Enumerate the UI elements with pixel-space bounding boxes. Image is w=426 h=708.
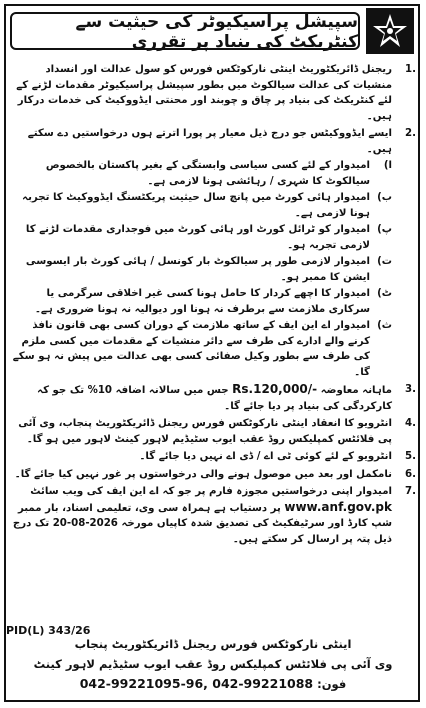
sub-item-text: امیدوار کا اچھے کردار کا حامل ہونا کسی غیر اخلاقی سرگرمی یا سرکاری ملازمت سے برطرف نہ ہونا اور دیوالیہ نہ ہونا ضروری ہے۔ [34, 288, 370, 315]
anf-emblem-icon [366, 8, 414, 54]
salary-amount: Rs.120,000/- [232, 382, 318, 396]
salary-label: ماہانہ معاوضہ [320, 385, 392, 396]
sub-item [8, 158, 392, 189]
footer-phones [6, 674, 420, 694]
sub-item-letter: ا) [383, 160, 392, 171]
sub-item [8, 318, 392, 380]
sub-item [8, 190, 392, 221]
apply-details: پر دستیاب ہے ہمراہ سی وی، تعلیمی اسناد، بار ممبر شپ کارڈ اور سرٹیفکیٹ کی تصدیق شدہ کاپیاں مورخہ 2026-08-20 تک درج ذیل پتہ پر ارسال کر سکتے ہیں۔ [12, 502, 392, 545]
item-number: 4. [405, 418, 416, 429]
item-text: ریجنل ڈائریکٹوریٹ اینٹی نارکوٹکس فورس کو سول عدالت اور انسداد منشیات کی عدالت سیالکوٹ میں بطور سپیشل پراسیکیوٹر مقدمات لڑنے کے لئے کنٹریکٹ کی بنیاد پر چاق و چوبند اور محنتی ایڈووکیٹ کی خدمات درکار ہیں۔ [16, 64, 392, 122]
item-number: 7. [405, 486, 416, 497]
item-text: انٹرویو کے لئے کوئی ٹی اے / ڈی اے نہیں دیا جائے گا۔ [139, 451, 392, 462]
footer-address [6, 634, 420, 702]
item-1 [8, 62, 418, 124]
phone-label: فون: [317, 677, 347, 691]
sub-item [8, 222, 392, 253]
item-number: 3. [405, 384, 416, 395]
sub-item-text: امیدوار لازمی طور پر سیالکوٹ بار کونسل / ہائی کورٹ بار ایسوسی ایشن کا ممبر ہو۔ [25, 256, 370, 283]
sub-item-text: امیدوار اے این ایف کے ساتھ ملازمت کے دوران کسی بھی قانون نافذ کرنے والے ادارے کی طرف سے دائر منشیات کے مقدمات میں کسی ملزم کی طرف سے بطور وکیل صفائی کسی بھی عدالت میں پیش نہ ہو سکے گا۔ [12, 320, 370, 378]
sub-item-letter: پ) [377, 224, 392, 235]
sub-item-text: امیدوار کے لئے کسی سیاسی وابستگی کے بغیر پاکستان بالخصوص سیالکوٹ کا شہری / رہائشی ہونا لازمی ہے۔ [45, 160, 370, 187]
sub-item-letter: ٹ) [377, 288, 392, 299]
header [6, 6, 418, 56]
sub-item [8, 286, 392, 317]
sub-item-text: امیدوار کو ٹرائل کورٹ اور ہائی کورٹ میں فوجداری مقدمات لڑنے کا لازمی تجربہ ہو۔ [25, 224, 370, 251]
item-text: ایسے ایڈووکیٹس جو درج ذیل معیار پر پورا اترتے ہوں درخواستیں دے سکتے ہیں۔ [27, 128, 392, 155]
sub-item-text: امیدوار ہائی کورٹ میں پانچ سال حیثیت پریکٹسنگ ایڈووکیٹ کا تجربہ ہونا لازمی ہے۔ [22, 192, 370, 219]
pid-number: PID(L) 343/26 [6, 624, 91, 637]
website-link[interactable]: www.anf.gov.pk [284, 499, 392, 514]
item-text: انٹرویو کا انعقاد اینٹی نارکوٹکس فورس ریجنل ڈائریکٹوریٹ پنجاب، وی آئی پی فلائٹس کمپلیکس روڈ عقب ایوب سٹیڈیم لاہور کینٹ لاہور میں ہو گا۔ [18, 418, 392, 445]
item-3 [8, 382, 418, 414]
ad-title: سپیشل پراسیکیوٹر کی حیثیت سے کنٹریکٹ کی بنیاد پر تقرری [10, 12, 360, 50]
phone-numbers: 042-99221095-96, 042-99221088 [79, 676, 314, 691]
footer-line-2: وی آئی پی فلائٹس کمپلیکس روڈ عقب ایوب سٹیڈیم لاہور کینٹ [33, 657, 393, 671]
item-number: 1. [405, 64, 416, 75]
footer-line-1: اینٹی نارکوٹکس فورس ریجنل ڈائریکٹوریٹ پنجاب [74, 637, 352, 651]
salary-note: جس میں سالانہ اضافہ 10% تک جو کہ کارکردگی کی بنیاد پر دیا جائے گا۔ [37, 385, 392, 412]
sub-item [8, 254, 392, 285]
item-6 [8, 467, 418, 483]
sub-item-letter: ب) [377, 192, 392, 203]
item-5 [8, 449, 418, 465]
item-7 [8, 484, 418, 547]
item-text [8, 484, 392, 547]
item-4 [8, 416, 418, 447]
apply-instructions: امیدوار اپنی درخواستیں مجوزہ فارم پر جو کہ اے این ایف کی ویب سائٹ [30, 486, 392, 497]
item-number: 5. [405, 451, 416, 462]
item-number: 6. [405, 468, 416, 480]
sub-item-letter: ت) [377, 256, 392, 267]
ad-body [8, 62, 418, 622]
item-number: 2. [405, 128, 416, 139]
item-text [8, 382, 392, 414]
item-2 [8, 126, 418, 380]
item-text: نامکمل اور بعد میں موصول ہونے والی درخواستوں پر غور نہیں کیا جائے گا۔ [14, 468, 392, 480]
sub-item-letter: ث) [377, 320, 392, 331]
